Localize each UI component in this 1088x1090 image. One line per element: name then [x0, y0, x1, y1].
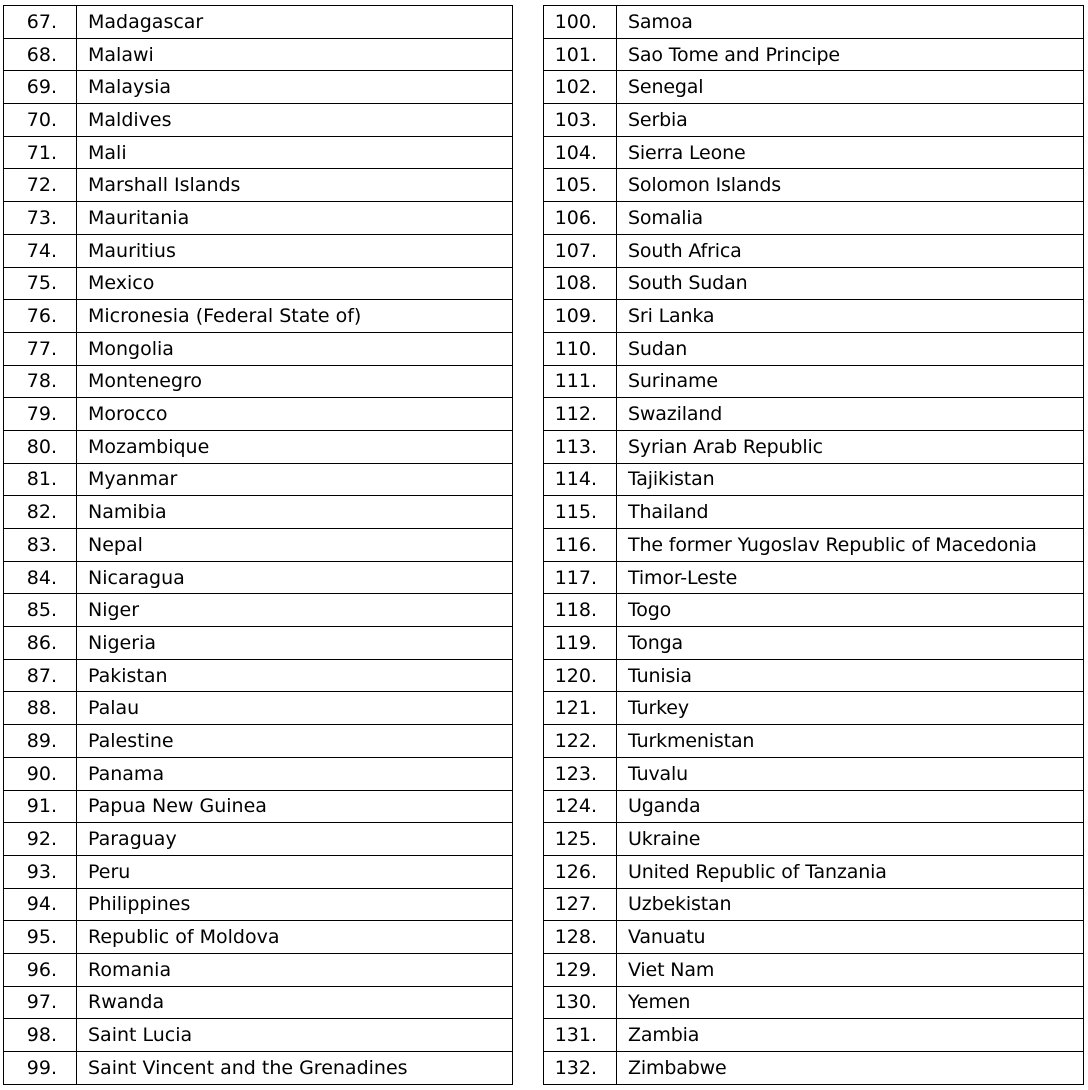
country-name: South Africa: [617, 234, 1084, 267]
row-number: 114.: [544, 463, 617, 496]
row-number: 124.: [544, 790, 617, 823]
row-number: 97.: [4, 986, 77, 1019]
table-row: [4, 659, 513, 692]
country-name: Solomon Islands: [617, 169, 1084, 202]
row-number: 71.: [4, 136, 77, 169]
row-number: 109.: [544, 300, 617, 333]
table-row: [544, 921, 1084, 954]
row-number: 116.: [544, 529, 617, 562]
row-number: 89.: [4, 725, 77, 758]
row-number: 79.: [4, 398, 77, 431]
country-name: Senegal: [617, 71, 1084, 104]
table-row: [544, 463, 1084, 496]
row-number: 104.: [544, 136, 617, 169]
table-row: [4, 627, 513, 660]
country-name: Marshall Islands: [77, 169, 513, 202]
table-row: [4, 365, 513, 398]
table-row: [544, 594, 1084, 627]
country-table-left: [3, 5, 513, 1085]
table-row: [544, 267, 1084, 300]
row-number: 76.: [4, 300, 77, 333]
country-name: Republic of Moldova: [77, 921, 513, 954]
table-row: [544, 692, 1084, 725]
country-table-right: [543, 5, 1084, 1085]
country-name: Madagascar: [77, 6, 513, 39]
country-name: Sao Tome and Principe: [617, 38, 1084, 71]
row-number: 115.: [544, 496, 617, 529]
country-name: Palau: [77, 692, 513, 725]
country-name: Nigeria: [77, 627, 513, 660]
table-row: [544, 71, 1084, 104]
table-row: [4, 71, 513, 104]
row-number: 78.: [4, 365, 77, 398]
table-row: [544, 1019, 1084, 1052]
table-row: [544, 888, 1084, 921]
table-row: [4, 986, 513, 1019]
table-row: [544, 430, 1084, 463]
table-row: [4, 692, 513, 725]
table-row: [4, 332, 513, 365]
row-number: 84.: [4, 561, 77, 594]
country-name: Thailand: [617, 496, 1084, 529]
country-name: Micronesia (Federal State of): [77, 300, 513, 333]
row-number: 129.: [544, 953, 617, 986]
table-row: [544, 169, 1084, 202]
country-name: Mongolia: [77, 332, 513, 365]
table-row: [4, 169, 513, 202]
country-name: Peru: [77, 855, 513, 888]
table-row: [544, 986, 1084, 1019]
table-row: [4, 790, 513, 823]
row-number: 126.: [544, 855, 617, 888]
row-number: 86.: [4, 627, 77, 660]
country-name: Rwanda: [77, 986, 513, 1019]
country-name: Vanuatu: [617, 921, 1084, 954]
row-number: 85.: [4, 594, 77, 627]
country-name: Tonga: [617, 627, 1084, 660]
table-row: [544, 953, 1084, 986]
row-number: 102.: [544, 71, 617, 104]
table-row: [544, 332, 1084, 365]
country-name: Somalia: [617, 202, 1084, 235]
row-number: 91.: [4, 790, 77, 823]
row-number: 82.: [4, 496, 77, 529]
country-name: Sierra Leone: [617, 136, 1084, 169]
table-row: [544, 561, 1084, 594]
row-number: 98.: [4, 1019, 77, 1052]
row-number: 113.: [544, 430, 617, 463]
country-name: Tajikistan: [617, 463, 1084, 496]
country-name: Yemen: [617, 986, 1084, 1019]
country-name: Myanmar: [77, 463, 513, 496]
country-name: Syrian Arab Republic: [617, 430, 1084, 463]
country-name: Turkmenistan: [617, 725, 1084, 758]
row-number: 68.: [4, 38, 77, 71]
country-table-left-body: [4, 6, 513, 1085]
country-name: Turkey: [617, 692, 1084, 725]
table-row: [4, 1052, 513, 1085]
table-row: [544, 823, 1084, 856]
table-row: [4, 430, 513, 463]
country-name: Zambia: [617, 1019, 1084, 1052]
table-row: [544, 202, 1084, 235]
row-number: 122.: [544, 725, 617, 758]
row-number: 103.: [544, 104, 617, 137]
row-number: 83.: [4, 529, 77, 562]
row-number: 121.: [544, 692, 617, 725]
table-row: [4, 855, 513, 888]
table-row: [4, 1019, 513, 1052]
row-number: 88.: [4, 692, 77, 725]
table-row: [4, 594, 513, 627]
country-name: Sri Lanka: [617, 300, 1084, 333]
table-row: [4, 823, 513, 856]
country-name: Zimbabwe: [617, 1052, 1084, 1085]
country-name: Maldives: [77, 104, 513, 137]
country-name: Palestine: [77, 725, 513, 758]
table-row: [544, 725, 1084, 758]
country-name: Tunisia: [617, 659, 1084, 692]
country-name: Ukraine: [617, 823, 1084, 856]
row-number: 74.: [4, 234, 77, 267]
country-name: Samoa: [617, 6, 1084, 39]
country-name: Mexico: [77, 267, 513, 300]
row-number: 81.: [4, 463, 77, 496]
table-row: [544, 365, 1084, 398]
row-number: 117.: [544, 561, 617, 594]
table-row: [4, 953, 513, 986]
table-row: [4, 757, 513, 790]
table-row: [544, 496, 1084, 529]
country-name: Mozambique: [77, 430, 513, 463]
table-row: [544, 234, 1084, 267]
country-name: Suriname: [617, 365, 1084, 398]
country-name: Niger: [77, 594, 513, 627]
row-number: 128.: [544, 921, 617, 954]
table-row: [544, 855, 1084, 888]
country-name: Paraguay: [77, 823, 513, 856]
row-number: 132.: [544, 1052, 617, 1085]
table-row: [4, 104, 513, 137]
row-number: 118.: [544, 594, 617, 627]
row-number: 110.: [544, 332, 617, 365]
table-row: [544, 6, 1084, 39]
row-number: 120.: [544, 659, 617, 692]
row-number: 105.: [544, 169, 617, 202]
table-row: [4, 6, 513, 39]
row-number: 100.: [544, 6, 617, 39]
table-row: [4, 725, 513, 758]
country-name: Nepal: [77, 529, 513, 562]
table-row: [4, 136, 513, 169]
table-row: [544, 790, 1084, 823]
country-name: Namibia: [77, 496, 513, 529]
row-number: 125.: [544, 823, 617, 856]
row-number: 94.: [4, 888, 77, 921]
country-name: Pakistan: [77, 659, 513, 692]
row-number: 107.: [544, 234, 617, 267]
country-name: Tuvalu: [617, 757, 1084, 790]
row-number: 99.: [4, 1052, 77, 1085]
country-name: Viet Nam: [617, 953, 1084, 986]
table-row: [4, 888, 513, 921]
row-number: 131.: [544, 1019, 617, 1052]
country-name: Timor-Leste: [617, 561, 1084, 594]
table-row: [544, 757, 1084, 790]
row-number: 80.: [4, 430, 77, 463]
country-name: United Republic of Tanzania: [617, 855, 1084, 888]
table-row: [4, 300, 513, 333]
table-row: [4, 496, 513, 529]
country-name: Montenegro: [77, 365, 513, 398]
table-row: [544, 38, 1084, 71]
country-name: Uganda: [617, 790, 1084, 823]
country-name: Serbia: [617, 104, 1084, 137]
table-row: [4, 398, 513, 431]
table-row: [4, 463, 513, 496]
row-number: 87.: [4, 659, 77, 692]
row-number: 90.: [4, 757, 77, 790]
country-name: Romania: [77, 953, 513, 986]
row-number: 67.: [4, 6, 77, 39]
row-number: 69.: [4, 71, 77, 104]
table-row: [4, 234, 513, 267]
country-name: Saint Lucia: [77, 1019, 513, 1052]
table-row: [4, 921, 513, 954]
country-name: Malawi: [77, 38, 513, 71]
row-number: 72.: [4, 169, 77, 202]
row-number: 112.: [544, 398, 617, 431]
row-number: 77.: [4, 332, 77, 365]
row-number: 130.: [544, 986, 617, 1019]
row-number: 75.: [4, 267, 77, 300]
table-row: [4, 267, 513, 300]
country-name: Saint Vincent and the Grenadines: [77, 1052, 513, 1085]
table-row: [544, 300, 1084, 333]
row-number: 70.: [4, 104, 77, 137]
row-number: 123.: [544, 757, 617, 790]
table-row: [544, 1052, 1084, 1085]
country-name: Papua New Guinea: [77, 790, 513, 823]
country-name: Philippines: [77, 888, 513, 921]
row-number: 73.: [4, 202, 77, 235]
row-number: 119.: [544, 627, 617, 660]
table-row: [544, 529, 1084, 562]
row-number: 95.: [4, 921, 77, 954]
row-number: 93.: [4, 855, 77, 888]
row-number: 127.: [544, 888, 617, 921]
country-name: Malaysia: [77, 71, 513, 104]
table-row: [544, 627, 1084, 660]
country-name: Mauritania: [77, 202, 513, 235]
table-row: [4, 38, 513, 71]
row-number: 101.: [544, 38, 617, 71]
country-name: South Sudan: [617, 267, 1084, 300]
country-name: Mali: [77, 136, 513, 169]
row-number: 92.: [4, 823, 77, 856]
row-number: 108.: [544, 267, 617, 300]
table-row: [544, 659, 1084, 692]
country-name: Morocco: [77, 398, 513, 431]
country-table-right-body: [544, 6, 1084, 1085]
table-row: [544, 104, 1084, 137]
country-name: Nicaragua: [77, 561, 513, 594]
row-number: 106.: [544, 202, 617, 235]
country-name: Panama: [77, 757, 513, 790]
country-name: The former Yugoslav Republic of Macedonia: [617, 529, 1084, 562]
table-row: [544, 398, 1084, 431]
country-name: Mauritius: [77, 234, 513, 267]
country-name: Uzbekistan: [617, 888, 1084, 921]
country-name: Togo: [617, 594, 1084, 627]
row-number: 96.: [4, 953, 77, 986]
table-row: [4, 561, 513, 594]
table-row: [4, 202, 513, 235]
table-row: [544, 136, 1084, 169]
row-number: 111.: [544, 365, 617, 398]
country-name: Swaziland: [617, 398, 1084, 431]
table-row: [4, 529, 513, 562]
country-name: Sudan: [617, 332, 1084, 365]
